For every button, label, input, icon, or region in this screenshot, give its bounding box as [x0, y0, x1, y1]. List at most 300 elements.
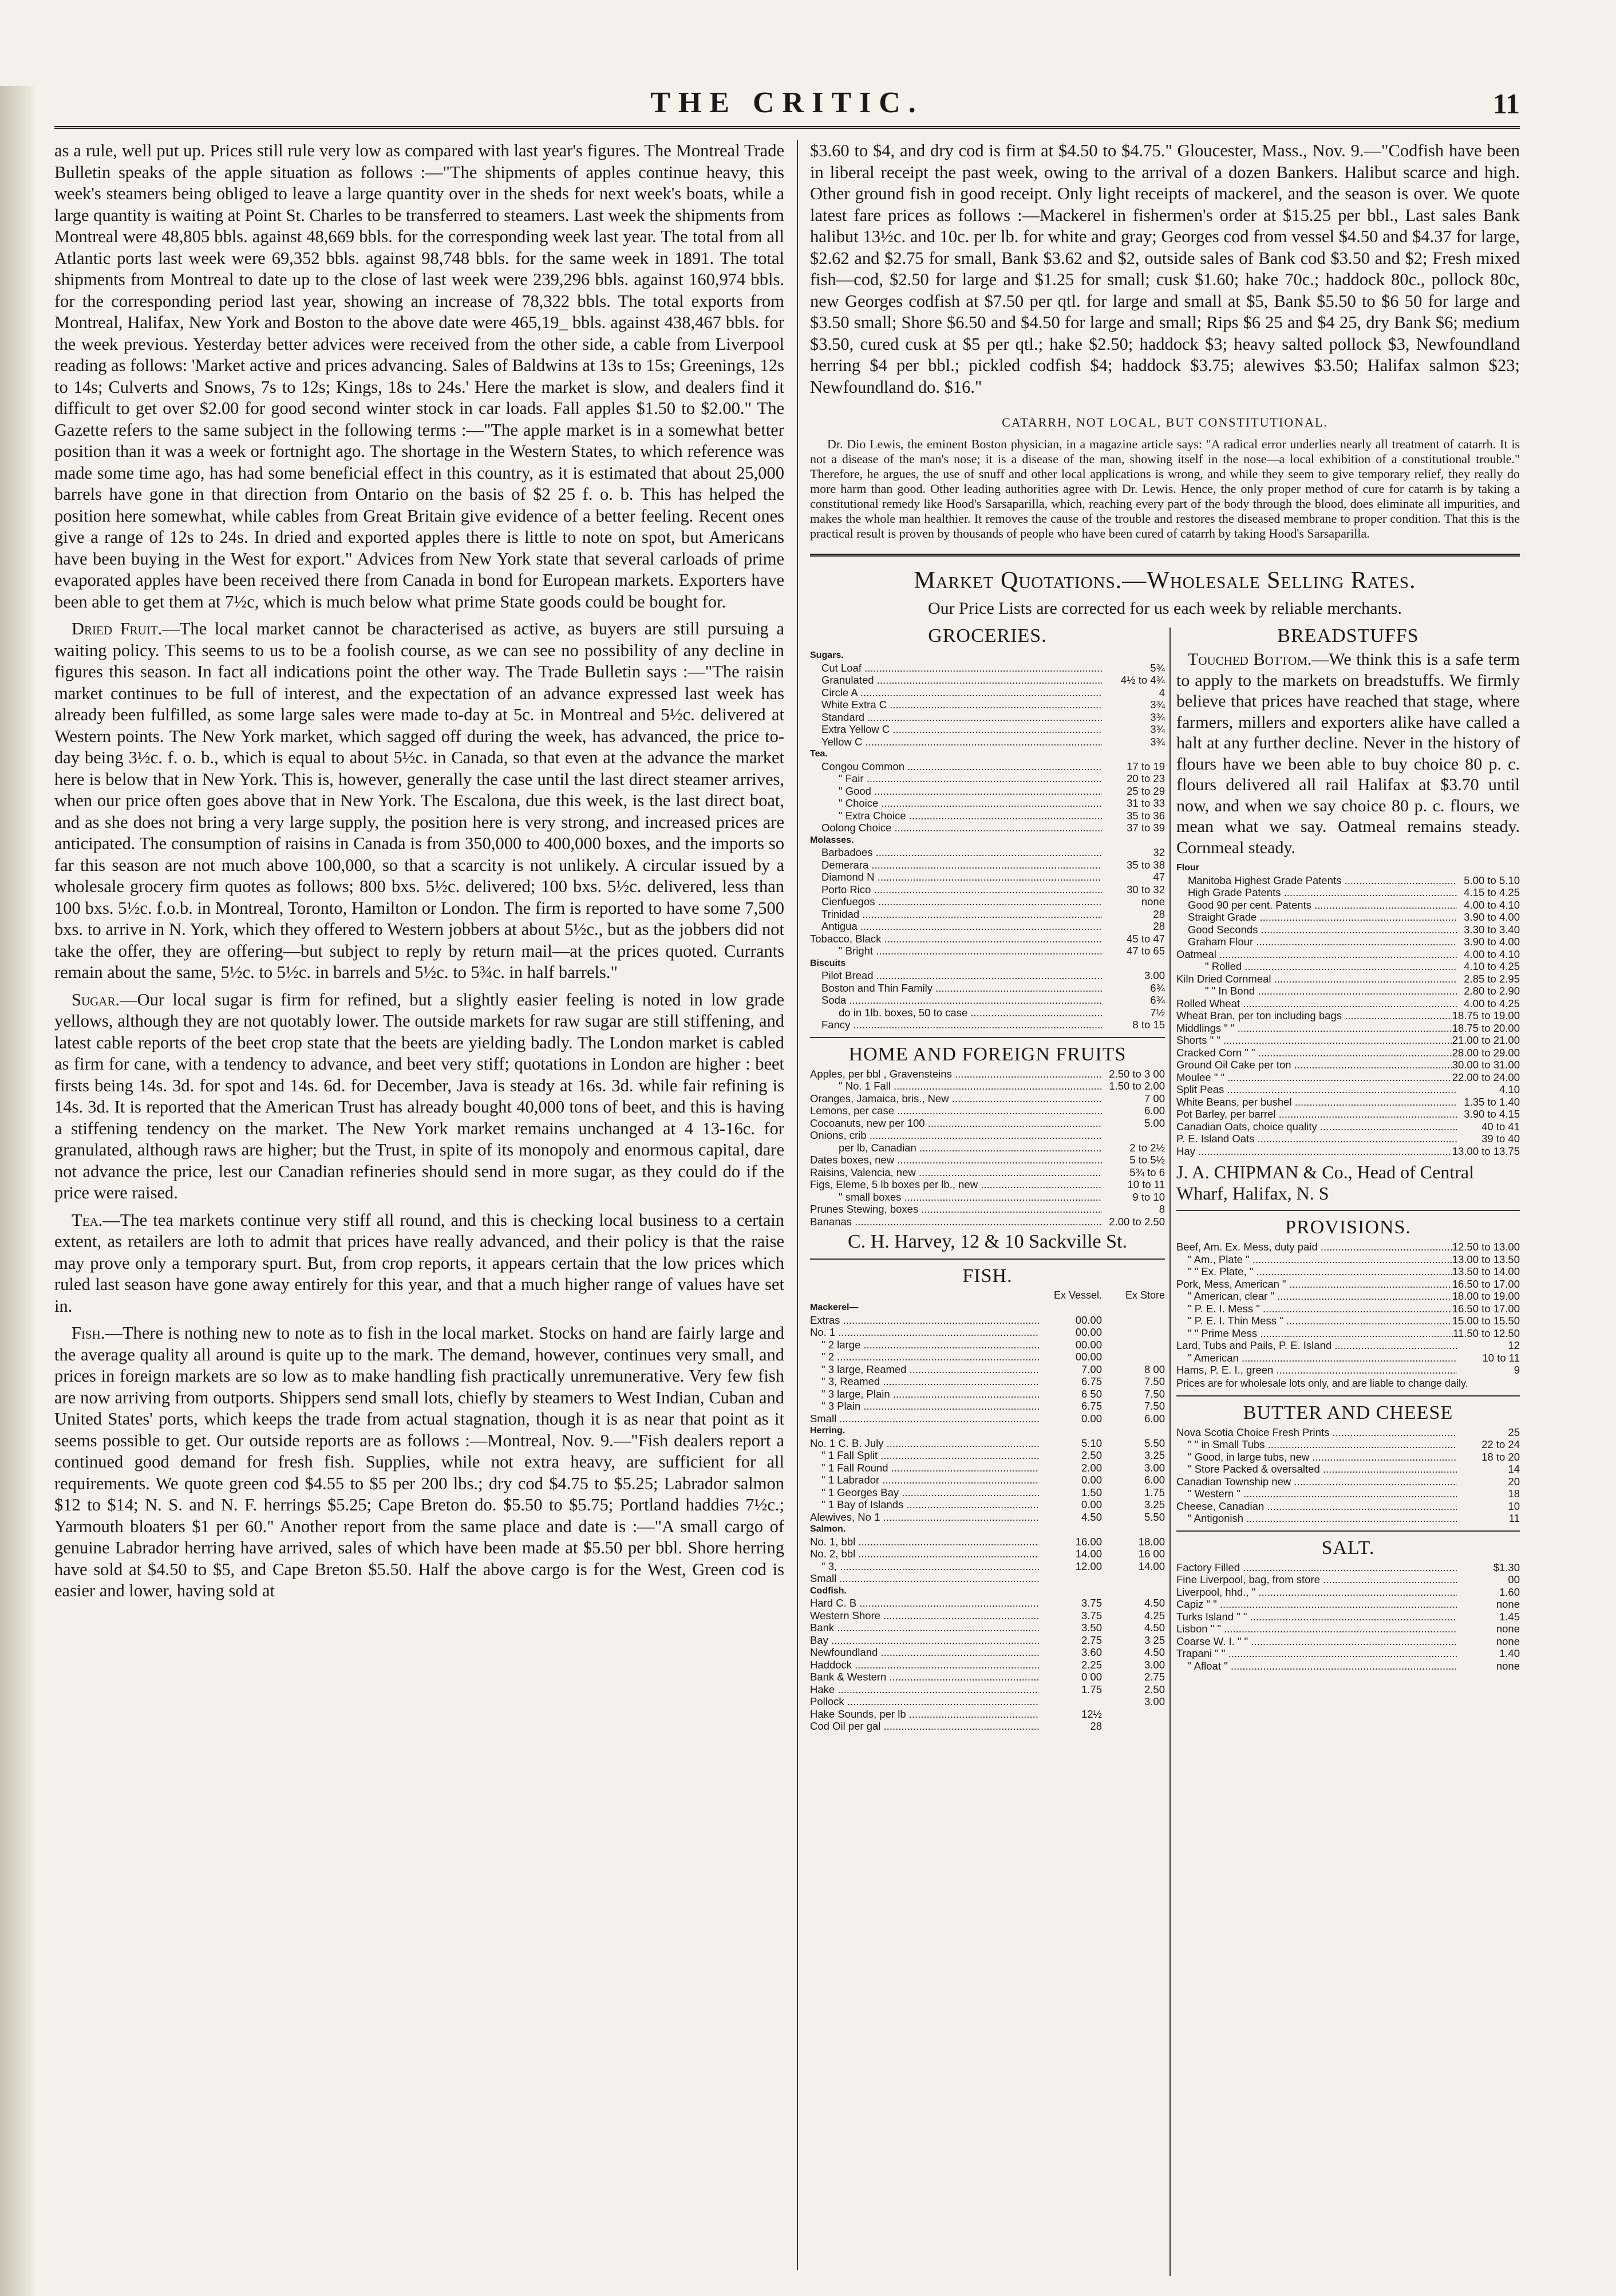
item-label: " Bright .....: [810, 945, 1102, 957]
table-row: [810, 760, 1165, 773]
table-row: [810, 1683, 1165, 1696]
item-label: Wheat Bran, per ton including bags .....: [1176, 1009, 1452, 1022]
item-price: 4.15 to 4.25: [1464, 886, 1520, 898]
item-price: 6 50: [1081, 1387, 1102, 1400]
item-price: 11: [1508, 1512, 1520, 1524]
paragraph-text: —There is nothing new to note as to fish in the local market. Stocks on hand are fairly large and the average quality all around is quite up to the mark. The demand, however, continues very small, and prices in foreign markets are so low as to make handling fish practically unremunerative. Very few fish are now arriving from outports. Shippers send small lots, chiefly by steamers to West Indian, Cuban and United States' ports, which keeps the trade from actual stagnation, though it is as near that point as it seems possible to get. Our outside reports are as follows :—Montreal, Nov. 9.—"Fish dealers report a continued good demand for fresh fish. Supplies, while not extra heavy, are sufficient for all requirements. We quote green cod $4.55 to $5 per 200 lbs.; dry cod $4.75 to $5.25; Labrador salmon $12 to $14; N. S. and N. F. herrings $5.25; Cape Breton do. $5.50 to $5.75; Portland haddies 7½c.; Yarmouth bloaters $1 per 60." Another report from the same place and date is :—"A small cargo of genuine Labrador herring have arrived, sales of which have been made at $5.50 per bbl. Shore herring have sold at $4.50 to $5, and Cape Breton $5.50. Half the above cargo is for the West, Green cod is easier and lower, having sold at: [54, 1323, 784, 1600]
item-label: " Am., Plate " .....: [1176, 1253, 1452, 1266]
table-row: [810, 1462, 1165, 1474]
item-price: 5 to 5½: [1129, 1154, 1165, 1166]
item-label: " American .....: [1176, 1352, 1457, 1364]
table-row: [810, 859, 1165, 871]
table-row: [810, 1708, 1165, 1721]
table-row: [1176, 1364, 1520, 1376]
item-label: " " in Small Tubs .....: [1176, 1438, 1457, 1451]
table-row: [1176, 1635, 1520, 1648]
item-label: Moulee " " .....: [1176, 1071, 1452, 1084]
table-row: [1176, 1598, 1520, 1611]
table-row: [810, 883, 1165, 896]
table-row: [1176, 1145, 1520, 1158]
item-price: 4.00 to 4.10: [1464, 898, 1520, 911]
item-price: 2.00 to 2.50: [1109, 1215, 1165, 1228]
fruits-title: HOME AND FOREIGN FRUITS: [848, 1043, 1127, 1065]
divider: [810, 1259, 1165, 1260]
item-price: none: [1496, 1623, 1520, 1635]
item-price: 28: [1090, 1720, 1102, 1732]
item-price: 7.00: [1081, 1363, 1102, 1375]
item-label: Hay .....: [1176, 1145, 1452, 1158]
item-label: Barbadoes .....: [810, 846, 1102, 859]
item-label: Fine Liverpool, bag, from store .....: [1176, 1573, 1457, 1586]
item-price: [1039, 1695, 1102, 1708]
table-row: [1176, 997, 1520, 1010]
table-row: [1176, 1476, 1520, 1488]
table-row: [810, 822, 1165, 834]
item-price: 8: [1159, 1203, 1165, 1215]
item-price: 0 00: [1081, 1671, 1102, 1683]
table-category: [810, 1301, 1165, 1314]
item-price: 35 to 36: [1127, 809, 1165, 822]
item-price: 9 to 10: [1132, 1190, 1165, 1203]
item-price: [1039, 1572, 1102, 1585]
item-price: 5¾ to 6: [1129, 1166, 1165, 1178]
table-row: [1176, 1241, 1520, 1253]
breadstuffs-lead: Touched Bottom.: [1188, 650, 1312, 669]
table-row: [810, 736, 1165, 748]
table-row: [810, 1597, 1165, 1609]
item-label: Cienfuegos .....: [810, 895, 1102, 908]
table-row: [810, 1560, 1165, 1573]
item-price: 2.85 to 2.95: [1464, 972, 1520, 985]
groceries-title: GROCERIES.: [928, 625, 1047, 646]
item-label: Bank .....: [810, 1622, 1039, 1634]
item-price: 18 to 20: [1481, 1450, 1520, 1463]
item-price: 2.80 to 2.90: [1464, 985, 1520, 997]
masthead-title: THE CRITIC.: [650, 86, 924, 119]
table-row: [1176, 1586, 1520, 1599]
table-row: [810, 1548, 1165, 1560]
table-row: [810, 871, 1165, 883]
table-row: [1176, 1133, 1520, 1145]
item-label: Diamond N .....: [810, 871, 1102, 883]
divider: [810, 1037, 1165, 1038]
item-price: 12: [1508, 1339, 1520, 1351]
table-row: [810, 1449, 1165, 1462]
item-label: Liverpool, hhd., " .....: [1176, 1586, 1457, 1599]
item-price: 3.60: [1081, 1646, 1102, 1658]
item-price: none: [1496, 1635, 1520, 1647]
item-price-ex-store: 6.00: [1144, 1412, 1165, 1425]
table-row: [810, 920, 1165, 933]
table-row: [810, 1659, 1165, 1671]
item-price: 6.75: [1081, 1375, 1102, 1387]
item-label: Oatmeal .....: [1176, 948, 1457, 961]
item-price-ex-store: 3.00: [1144, 1695, 1165, 1707]
item-label: Lisbon " " .....: [1176, 1623, 1457, 1635]
table-row: [1176, 1463, 1520, 1476]
item-price: 16.50 to 17.00: [1452, 1302, 1520, 1315]
item-price-ex-store: 16 00: [1138, 1548, 1165, 1560]
table-row: [810, 1178, 1165, 1191]
item-label: Circle A .....: [810, 687, 1102, 699]
item-label: Bay .....: [810, 1634, 1039, 1647]
item-price: 4.50: [1081, 1510, 1102, 1523]
item-price: 47 to 65: [1127, 945, 1165, 957]
item-price: 20 to 23: [1127, 772, 1165, 784]
article-paragraph: [54, 140, 784, 613]
item-price: 00.00: [1075, 1313, 1102, 1326]
item-price-ex-store: 5.50: [1144, 1437, 1165, 1449]
table-row: [1176, 1009, 1520, 1022]
table-row: [810, 945, 1165, 957]
item-label: Canadian Oats, choice quality .....: [1176, 1121, 1457, 1133]
table-row: [1176, 1426, 1520, 1439]
table-row: [1176, 1071, 1520, 1084]
item-label: Western Shore .....: [810, 1609, 1039, 1622]
table-row: [1176, 1059, 1520, 1071]
category-label: Biscuits: [810, 958, 846, 968]
provisions-title: PROVISIONS.: [1285, 1217, 1411, 1238]
item-label: P. E. Island Oats .....: [1176, 1133, 1457, 1145]
item-label: Lemons, per case .....: [810, 1104, 1102, 1117]
item-price: 2.50 to 3 00: [1109, 1067, 1165, 1080]
item-price: 22.00 to 24.00: [1452, 1071, 1520, 1083]
item-label: " " Ex. Plate, " .....: [1176, 1265, 1452, 1278]
ex-store-header: Ex Store: [1125, 1289, 1165, 1301]
item-price: 17 to 19: [1127, 760, 1165, 772]
item-price: 13.50 to 14.00: [1452, 1265, 1520, 1277]
fish-table: [810, 1301, 1165, 1733]
item-label: Yellow C .....: [810, 736, 1102, 748]
table-row: [810, 1400, 1165, 1413]
table-row: [810, 982, 1165, 995]
item-price: 9: [1514, 1364, 1520, 1376]
paragraph-text: —Our local sugar is firm for refined, but a slightly easier feeling is noted in low grade yellows, although they are not quotably lower. The outside markets for raw sugar are still stiffening, and latest cable reports of the beet crop state that the beets are yielding badly. The London market is cabled as firm for cane, with a tendency to advance, and beet very stiff; quotations in London are higher : beet firsts being 14s. 3d. for spot and 14s. 6d. for December, Java is steady at 16s. 3d. while fair refining is 14s. 3d. It is reported that the American Trust has already bought 40,000 tons of beet, and this is having a stiffening tendency on the market. The New York market remains unchanged at 4 13-16c. for granulated, although raws are higher; but the Trust, in spite of its monopoly and enormous capital, dare not advance the price, lest our Canadian refineries should send in more sugar, as they could do if the price were raised.: [54, 989, 784, 1202]
item-price: 7½: [1150, 1006, 1165, 1019]
item-price: 5¾: [1150, 661, 1165, 674]
table-row: [810, 785, 1165, 798]
item-price: 15.00 to 15.50: [1452, 1315, 1520, 1327]
table-row: [1176, 1488, 1520, 1500]
item-label: Cut Loaf .....: [810, 662, 1102, 674]
item-label: " Choice .....: [810, 797, 1102, 810]
item-price-ex-store: [1102, 1339, 1165, 1351]
item-label: " Good .....: [810, 785, 1102, 798]
item-label: " 1 Georges Bay .....: [810, 1486, 1039, 1499]
item-price: none: [1141, 895, 1165, 908]
category-label: Sugars.: [810, 650, 844, 660]
butter-cheese-title: BUTTER AND CHEESE: [1243, 1402, 1453, 1423]
item-price: 16.50 to 17.00: [1452, 1277, 1520, 1290]
item-label: Coarse W. I. " " .....: [1176, 1635, 1457, 1648]
item-price: 6¾: [1150, 981, 1165, 994]
table-row: [810, 1216, 1165, 1228]
item-label: Prunes Stewing, boxes .....: [810, 1203, 1102, 1216]
right-column: [810, 140, 1520, 2276]
table-row: [1176, 1278, 1520, 1291]
item-label: " Good, in large tubs, new .....: [1176, 1451, 1457, 1463]
table-row: [1176, 960, 1520, 973]
table-category: [810, 1523, 1165, 1536]
item-label: Manitoba Highest Grade Patents .....: [1176, 874, 1457, 887]
item-label: Alewives, No 1 .....: [810, 1511, 1039, 1524]
category-label: Herring.: [810, 1426, 845, 1435]
left-column: [54, 140, 784, 2276]
table-row: [810, 1437, 1165, 1450]
category-label: Mackerel—: [810, 1303, 859, 1312]
item-price: 2.50: [1081, 1449, 1102, 1461]
table-row: [810, 1474, 1165, 1486]
item-price-ex-store: 5.50: [1144, 1510, 1165, 1523]
item-label: Nova Scotia Choice Fresh Prints .....: [1176, 1426, 1457, 1439]
category-label: Tea.: [810, 749, 828, 759]
item-label: No. 2, bbl .....: [810, 1548, 1039, 1560]
table-row: [1176, 886, 1520, 899]
item-label: Bank & Western .....: [810, 1671, 1039, 1683]
salt-title: SALT.: [1321, 1537, 1375, 1559]
item-price: 4½ to 4¾: [1120, 674, 1165, 686]
item-price: 16.00: [1075, 1535, 1102, 1548]
item-label: per lb, Canadian .....: [810, 1142, 1102, 1154]
item-label: Small .....: [810, 1572, 1039, 1585]
article-paragraph: [54, 1323, 784, 1602]
item-label: Cheese, Canadian .....: [1176, 1500, 1457, 1513]
table-row: [1176, 874, 1520, 887]
item-label: " Store Packed & oversalted .....: [1176, 1463, 1457, 1476]
item-price-ex-store: 6.00: [1144, 1474, 1165, 1486]
item-label: Good 90 per cent. Patents .....: [1176, 899, 1457, 912]
table-row: [1176, 924, 1520, 936]
article-paragraph: [54, 1210, 784, 1317]
article-paragraph: [54, 989, 784, 1204]
item-price: 12.00: [1075, 1560, 1102, 1572]
table-category: [810, 834, 1165, 847]
item-label: Fancy .....: [810, 1019, 1102, 1031]
article-paragraph: [54, 618, 784, 984]
item-price-ex-store: 3.25: [1144, 1498, 1165, 1510]
item-price: 31 to 33: [1127, 797, 1165, 809]
item-price: 3.30 to 3.40: [1464, 923, 1520, 936]
item-price: 00.00: [1075, 1351, 1102, 1363]
item-price: 00.00: [1075, 1326, 1102, 1338]
item-price: 00: [1508, 1573, 1520, 1585]
item-label: Figs, Eleme, 5 lb boxes per lb., new .....: [810, 1178, 1102, 1191]
item-price: 1.50 to 2.00: [1109, 1080, 1165, 1092]
item-label: do in 1lb. boxes, 50 to case .....: [810, 1007, 1102, 1019]
category-label: Flour: [1176, 863, 1199, 873]
item-price: 25 to 29: [1127, 784, 1165, 797]
table-row: [1176, 899, 1520, 912]
item-label: " 3 large, Plain .....: [810, 1388, 1039, 1401]
item-label: " Antigonish .....: [1176, 1512, 1457, 1525]
paragraph-lead: Fish.: [72, 1323, 105, 1343]
breadstuffs-merchant: J. A. CHIPMAN & Co., Head of Central Wharf, Halifax, N. S: [1176, 1162, 1474, 1204]
breadstuffs-table: [1176, 862, 1520, 1157]
item-price-ex-store: 4.50: [1144, 1646, 1165, 1658]
section-divider: [810, 554, 1520, 557]
item-label: No. 1 C. B. July .....: [810, 1437, 1039, 1450]
item-price: 0.00: [1081, 1474, 1102, 1486]
item-label: Hake .....: [810, 1683, 1039, 1696]
item-label: No. 1 .....: [810, 1326, 1039, 1339]
item-price: 10 to 11: [1127, 1178, 1165, 1190]
item-label: Pork, Mess, American " .....: [1176, 1278, 1452, 1291]
item-label: Dates boxes, new .....: [810, 1154, 1102, 1166]
item-label: " 1 Bay of Islands .....: [810, 1498, 1039, 1511]
item-price: 30 to 32: [1127, 883, 1165, 895]
table-row: [810, 1080, 1165, 1092]
item-price: 40 to 41: [1481, 1120, 1520, 1133]
item-price: 3.75: [1081, 1597, 1102, 1609]
paragraph-lead: Dried Fruit.: [72, 619, 163, 638]
item-label: White Beans, per bushel .....: [1176, 1096, 1457, 1108]
paragraph-text: —The tea markets continue very stiff all round, and this is checking local business to a certain extent, as retailers are loth to admit that prices have really advanced, and their policy is that the raise may prove only a temporary spurt. But, from crop reports, it appears certain that the low prices which ruled last season have gone away entirely for this year, and that a much higher range of values have set in.: [54, 1210, 784, 1316]
item-price: 14.00: [1075, 1548, 1102, 1560]
item-label: Congou Common .....: [810, 760, 1102, 773]
item-price-ex-store: 2.75: [1144, 1671, 1165, 1683]
table-category: [1176, 862, 1520, 874]
table-row: [810, 1007, 1165, 1019]
table-row: [1176, 1438, 1520, 1451]
item-price: 4: [1159, 686, 1165, 699]
market-quotations-title: Market Quotations.—Wholesale Selling Rates.: [914, 567, 1416, 594]
item-price: 35 to 38: [1127, 858, 1165, 871]
item-price: 18.75 to 20.00: [1452, 1021, 1520, 1034]
item-label: Haddock .....: [810, 1659, 1039, 1671]
table-row: [810, 1536, 1165, 1548]
item-price: none: [1496, 1659, 1520, 1672]
item-price: 11.50 to 12.50: [1453, 1327, 1520, 1339]
table-row: [810, 772, 1165, 785]
item-label: " 2 .....: [810, 1351, 1039, 1363]
item-price: 1.60: [1499, 1585, 1520, 1598]
item-price-ex-store: 3.00: [1144, 1461, 1165, 1474]
table-category: [810, 957, 1165, 970]
item-price: 18.75 to 19.00: [1452, 1009, 1520, 1021]
item-price: 1.75: [1081, 1683, 1102, 1695]
table-row: [810, 1166, 1165, 1179]
item-price: 5.00 to 5.10: [1464, 874, 1520, 886]
table-row: [810, 810, 1165, 822]
item-price-ex-store: 8 00: [1144, 1363, 1165, 1375]
item-label: Beef, Am. Ex. Mess, duty paid .....: [1176, 1241, 1452, 1253]
table-row: [810, 1154, 1165, 1166]
item-label: Tobacco, Black .....: [810, 933, 1102, 945]
item-label: Trapani " " .....: [1176, 1647, 1457, 1660]
item-price: 6.00: [1144, 1104, 1165, 1117]
price-column-rule: [1169, 628, 1171, 2276]
item-price: 12.50 to 13.00: [1452, 1241, 1520, 1253]
item-label: Raisins, Valencia, new .....: [810, 1166, 1102, 1179]
table-row: [810, 1363, 1165, 1376]
item-price: 4.00 to 4.10: [1464, 948, 1520, 960]
table-row: [810, 1351, 1165, 1363]
fish-title: FISH.: [962, 1265, 1013, 1287]
item-label: Capiz " " .....: [1176, 1598, 1457, 1611]
item-price: 3¾: [1150, 723, 1165, 735]
item-price: 18: [1508, 1488, 1520, 1500]
table-row: [1176, 1512, 1520, 1525]
table-row: [810, 797, 1165, 810]
item-price: 3.50: [1081, 1622, 1102, 1634]
item-label: Onions, crib .....: [810, 1129, 1102, 1142]
table-row: [810, 662, 1165, 674]
item-price-ex-store: 3.25: [1144, 1449, 1165, 1461]
table-row: [1176, 985, 1520, 997]
item-price: 25: [1508, 1426, 1520, 1438]
table-row: [1176, 1108, 1520, 1121]
table-row: [1176, 1561, 1520, 1574]
item-label: " 1 Fall Split .....: [810, 1449, 1039, 1462]
item-price: 2 to 2½: [1129, 1141, 1165, 1154]
item-price: 32: [1153, 846, 1165, 858]
table-row: [810, 674, 1165, 687]
item-price: 3¾: [1150, 711, 1165, 723]
item-label: Trinidad .....: [810, 908, 1102, 921]
item-price-ex-store: [1102, 1314, 1165, 1327]
item-price-ex-store: 7.50: [1144, 1375, 1165, 1387]
item-price: [1102, 1129, 1165, 1142]
item-price: 3.00: [1144, 969, 1165, 981]
item-label: " " Prime Mess .....: [1176, 1327, 1453, 1340]
table-row: [810, 994, 1165, 1007]
item-price: 13.00 to 13.75: [1452, 1145, 1520, 1157]
item-label: Good Seconds .....: [1176, 924, 1457, 936]
table-row: [810, 1720, 1165, 1733]
item-label: No. 1, bbl .....: [810, 1536, 1039, 1548]
item-label: Hard C. B .....: [810, 1597, 1039, 1609]
item-price: 3.90 to 4.15: [1464, 1108, 1520, 1120]
item-price: 2.75: [1081, 1634, 1102, 1646]
table-row: [810, 1511, 1165, 1524]
table-row: [810, 933, 1165, 945]
table-row: [810, 1375, 1165, 1388]
table-row: [1176, 1253, 1520, 1266]
table-row: [1176, 1500, 1520, 1513]
catarrh-heading: CATARRH, NOT LOCAL, BUT CONSTITUTIONAL.: [1002, 415, 1328, 429]
table-row: [810, 908, 1165, 921]
table-category: [810, 748, 1165, 760]
item-label: " 3, .....: [810, 1560, 1039, 1573]
table-row: [810, 1203, 1165, 1216]
table-row: [810, 1191, 1165, 1204]
item-label: " American, clear " .....: [1176, 1290, 1452, 1303]
item-price: 8 to 15: [1132, 1019, 1165, 1031]
item-price-ex-store: 4.50: [1144, 1622, 1165, 1634]
item-label: Extras .....: [810, 1314, 1039, 1327]
table-row: [810, 846, 1165, 859]
table-row: [810, 1326, 1165, 1339]
item-label: " P. E. I. Mess " .....: [1176, 1303, 1452, 1315]
item-price: 6.75: [1081, 1400, 1102, 1412]
table-row: [1176, 1303, 1520, 1315]
item-label: " 1 Fall Round .....: [810, 1462, 1039, 1474]
item-label: Pollock .....: [810, 1695, 1039, 1708]
table-row: [810, 1609, 1165, 1622]
item-label: " 1 Labrador .....: [810, 1474, 1039, 1486]
item-label: " 3, Reamed .....: [810, 1375, 1039, 1388]
item-price: 7 00: [1144, 1092, 1165, 1104]
table-row: [810, 699, 1165, 711]
table-row: [1176, 1047, 1520, 1059]
item-label: Oolong Choice .....: [810, 822, 1102, 834]
divider: [1176, 1530, 1520, 1532]
item-label: Pilot Bread .....: [810, 969, 1102, 982]
table-row: [1176, 1265, 1520, 1278]
table-row: [1176, 1315, 1520, 1327]
item-price: 00.00: [1075, 1338, 1102, 1351]
breadstuffs-text: —We think this is a safe term to apply to the markets on breadstuffs. We firmly believe that prices have reached that stage, where farmers, millers and exporters alike have called a halt at any further decline. Never in the history of flours have we been able to buy choice 80 p. c. flours delivered all rail Halifax at $3.70 until now, and when we say choice 80 p. c. flours, we mean what we say. Oatmeal remains steady. Cornmeal steady.: [1176, 650, 1520, 857]
